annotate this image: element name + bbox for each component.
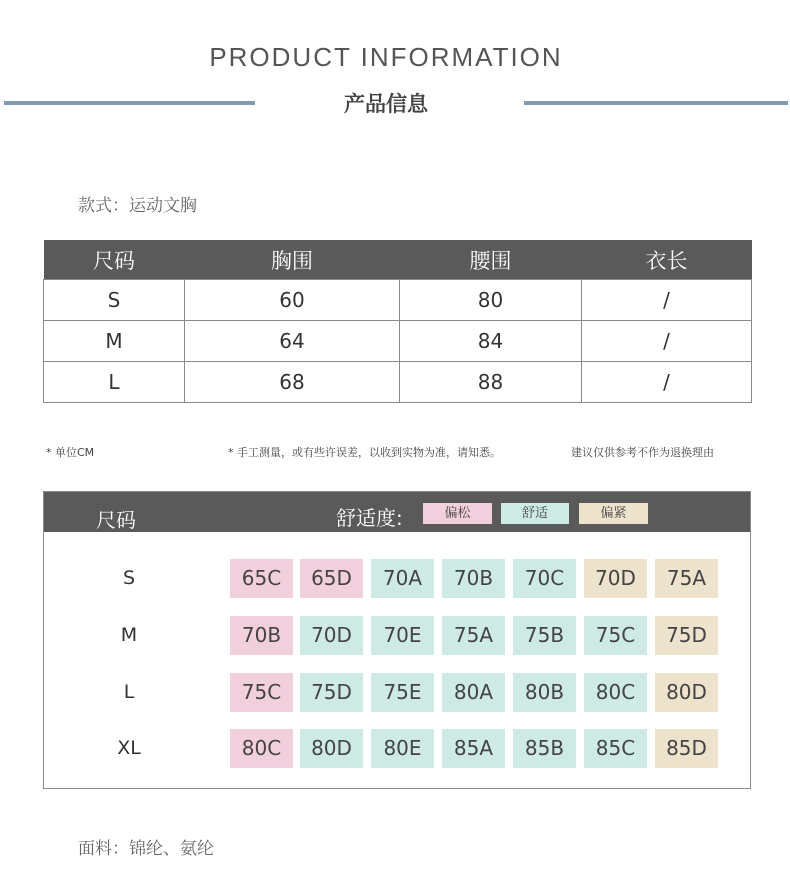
legend-comfortable: 舒适 (501, 503, 569, 524)
fit-cell: 80D (300, 729, 363, 768)
fabric-line: 面料：锦纶、氨纶 (78, 839, 214, 859)
fit-cell: 75B (513, 616, 576, 655)
fit-cell: 70B (230, 616, 293, 655)
table-cell: 68 (185, 362, 400, 403)
table-cell: 84 (400, 321, 582, 362)
fit-cell: 85B (513, 729, 576, 768)
fit-row-size: S (122, 567, 136, 589)
fit-row-size: L (123, 681, 135, 703)
table-cell: 80 (400, 280, 582, 321)
fit-cell: 80C (584, 673, 647, 712)
size-table-header: 胸围 (185, 240, 400, 280)
fit-cell: 75E (371, 673, 434, 712)
fit-cell: 75A (655, 559, 718, 598)
table-cell: / (582, 362, 752, 403)
table-cell: 60 (185, 280, 400, 321)
fit-cell: 85D (655, 729, 718, 768)
measurement-note: * 手工测量，或有些许误差，以收到实物为准，请知悉。 (228, 446, 501, 459)
size-table-header: 腰围 (400, 240, 582, 280)
fit-cell: 75C (584, 616, 647, 655)
unit-note: * 单位CM (46, 446, 95, 459)
fit-cell: 75C (230, 673, 293, 712)
fit-cell: 70A (371, 559, 434, 598)
fit-cell: 65C (230, 559, 293, 598)
style-line: 款式：运动文胸 (78, 196, 197, 216)
fit-table (43, 491, 751, 789)
table-cell: S (44, 280, 185, 321)
table-cell: 64 (185, 321, 400, 362)
fit-cell: 70B (442, 559, 505, 598)
fit-cell: 70D (584, 559, 647, 598)
legend-loose: 偏松 (423, 503, 492, 524)
table-cell: L (44, 362, 185, 403)
table-cell: / (582, 321, 752, 362)
reference-note: 建议仅供参考不作为退换理由 (571, 446, 714, 459)
size-table-header: 衣长 (582, 240, 752, 280)
fit-cell: 75D (300, 673, 363, 712)
fit-cell: 75A (442, 616, 505, 655)
table-row (44, 321, 752, 362)
fit-cell: 85C (584, 729, 647, 768)
fit-cell: 80A (442, 673, 505, 712)
table-cell: / (582, 280, 752, 321)
fit-row (44, 673, 750, 713)
fit-cell: 70D (300, 616, 363, 655)
fit-size-title: 尺码 (96, 508, 136, 532)
fit-cell: 80E (371, 729, 434, 768)
comfort-label: 舒适度: (336, 506, 403, 530)
fit-row (44, 616, 750, 656)
size-table (43, 240, 752, 403)
title-english: PRODUCT INFORMATION (209, 42, 563, 72)
fit-cell: 85A (442, 729, 505, 768)
fit-cell: 80D (655, 673, 718, 712)
table-row (44, 280, 752, 321)
title-chinese: 产品信息 (344, 92, 428, 116)
table-cell: 88 (400, 362, 582, 403)
fit-cell: 70E (371, 616, 434, 655)
size-table-header: 尺码 (44, 240, 185, 280)
fit-row (44, 559, 750, 599)
table-cell: M (44, 321, 185, 362)
fit-cell: 75D (655, 616, 718, 655)
fit-cell: 80C (230, 729, 293, 768)
fit-row-size: M (120, 624, 138, 646)
fit-cell: 65D (300, 559, 363, 598)
size-table-header-row (44, 240, 752, 280)
table-row (44, 362, 752, 403)
fit-cell: 80B (513, 673, 576, 712)
fit-row-size: XL (117, 737, 141, 759)
fit-row (44, 729, 750, 769)
legend-tight: 偏紧 (579, 503, 648, 524)
fit-cell: 70C (513, 559, 576, 598)
fit-table-header (44, 492, 750, 532)
